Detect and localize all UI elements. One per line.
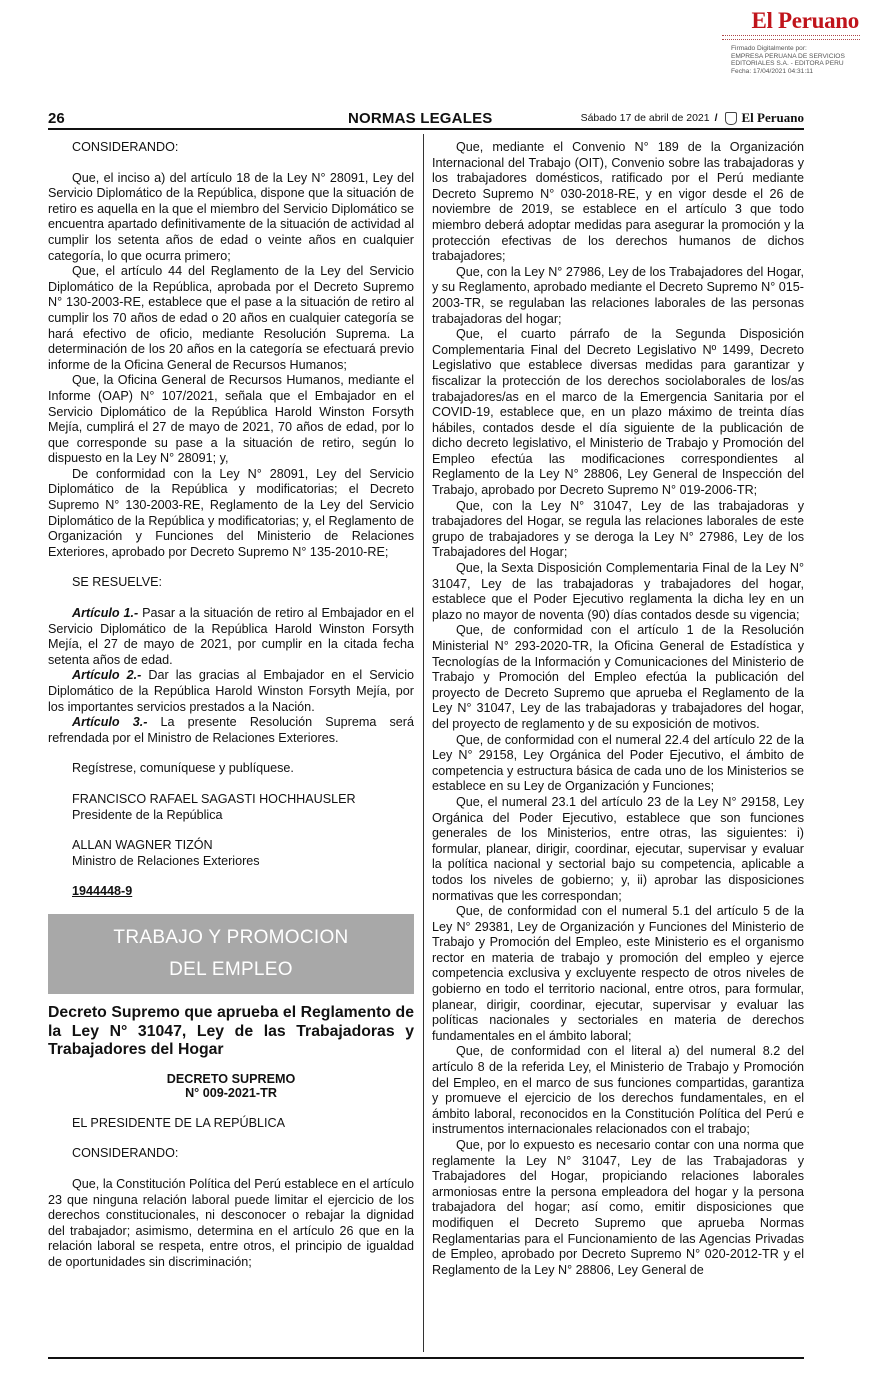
paragraph: Que, de conformidad con el literal a) del numeral 8.2 del artículo 8 de la referida Ley, el Ministerio de Trabajo y Promoción del Empleo, en el marco de sus funciones compartidas, garantiza y promueve el ejercicio de los derechos fundamentales, en el ámbito laboral, reconocidos en la Constitución Política del Perú e instrumentos internacionales relacionados con el trabajo; [432,1044,804,1137]
article-label: Artículo 2.- [72,668,142,683]
paragraph: Que, mediante el Convenio N° 189 de la Organización Internacional del Trabajo (OIT), Convenio sobre las trabajadoras y los trabajadores domésticos, ratificado por el Perú mediante Decreto Supremo N° 030-2018-RE, y en vigor desde el 26 de noviembre de 2019, se establece en el artículo 3 que todo miembro deberá adoptar medidas para asegurar la promoción y la protección efectivas de los derechos humanos de dichos trabajadores; [432,140,804,264]
header-separator: / [714,112,718,124]
paragraph: Que, la Sexta Disposición Complementaria Final de la Ley N° 31047, Ley de las trabajadoras y trabajadores del hogar, establece que el Poder Ejecutivo reglamenta la dicha ley en un plazo no mayor de noventa (90) días contados desde su vigencia; [432,561,804,622]
decree-heading [48,1072,414,1101]
masthead [700,8,865,42]
paragraph: Que, de conformidad con el numeral 22.4 del artículo 22 de la Ley N° 29158, Ley Orgánica del Poder Ejecutivo, el ámbito de competencia y estructura básica de cada uno de los Ministerios se establece en su Ley de Organización y Funciones; [432,732,804,794]
article-3 [48,715,414,746]
signer-name: FRANCISCO RAFAEL SAGASTI HOCHHAUSLER [72,791,356,806]
header-date-brand [581,110,804,126]
paragraph: Que, el artículo 44 del Reglamento de la Ley del Servicio Diplomático de la República, aprobada por el Decreto Supremo N° 130-2003-RE, establece que el pase a la situación de retiro al cumplir los 70 años de edad o 20 años en cualquier categoría se hará efectivo de oficio, mediante Resolución Suprema. La determinación de los 20 años en la categoría se efectuará previo informe de la Oficina General de Recursos Humanos; [48,264,414,372]
header-rule [48,128,804,130]
running-header [48,107,804,129]
article-2 [48,668,414,715]
signature-line: EDITORIALES S.A. - EDITORA PERU [731,60,844,68]
article-text: Pasar a la situación de retiro al Embajador en el Servicio Diplomático de la República Harold Winston Forsyth Mejía, el 27 de mayo de 2021, por cumplir en la citada fecha setenta años de edad. [48,606,414,667]
paragraph: Que, el inciso a) del artículo 18 de la Ley N° 28091, Ley del Servicio Diplomático de la República, dispone que la situación de retiro es aquella en la que el miembro del Servicio Diplomático se encuentra apartado definitivamente de la situación de actividad al cumplir los setenta años de edad o veinte años en cualquier categoría, lo que ocurra primero; [48,170,414,263]
article-label: Artículo 3.- [72,715,148,730]
paragraph: Que, por lo expuesto es necesario contar con una norma que reglamente la Ley N° 31047, Ley de las Trabajadoras y Trabajadores del Hogar, propiciando relaciones laborales armoniosas entre la persona empleadora del hogar y la persona trabajadora del hogar; así como, emitir disposiciones que modifiquen el Decreto Supremo que aprueba Normas Reglamentarias para el Funcionamiento de las Agencias Privadas de Empleo, aprobado por Decreto Supremo N° 020-2012-TR y el Reglamento de la Ley N° 28806, Ley General de [432,1138,804,1277]
header-date: Sábado 17 de abril de 2021 [580,112,710,124]
article-text: La presente Resolución Suprema será refrendada por el Ministro de Relaciones Exteriores. [48,715,414,745]
left-column [48,140,414,1270]
considerando-heading: CONSIDERANDO: [72,140,179,154]
decree-title: Decreto Supremo que aprueba el Reglamento de la Ley N° 31047, Ley de las Trabajadoras y Trabajadores del Hogar [48,1003,414,1059]
signature-line: EMPRESA PERUANA DE SERVICIOS [731,52,845,60]
right-column [432,140,804,1278]
paragraph: Que, con la Ley N° 31047, Ley de las trabajadoras y trabajadores del Hogar, se regula las relaciones laborales de este grupo de trabajadores y se deroga la Ley N° 27986, Ley de los Trabajadores del Hogar; [432,498,804,560]
section-banner-line: DEL EMPLEO [169,958,293,980]
page-number: 26 [48,110,65,127]
digital-signature [731,45,866,75]
considerando-heading: CONSIDERANDO: [72,1146,179,1161]
paragraph: Que, el numeral 23.1 del artículo 23 de la Ley N° 29158, Ley Orgánica del Poder Ejecutivo, establece que son funciones generales de los Ministerios, entre otras, las siguientes: i) formular, planear, dirigir, coordinar, ejecutar, supervisar y evaluar la política nacional y sectorial bajo su competencia, aplicable a todos los niveles de gobierno; y, ii) aprobar las disposiciones normativas que les correspondan; [432,794,804,903]
paragraph: Que, de conformidad con el artículo 1 de la Resolución Ministerial N° 293-2020-TR, la Oficina General de Estadística y Tecnologías de la Información y Comunicaciones del Ministerio de Trabajo y Promoción del Empleo efectúa la publicación del proyecto de Decreto Supremo que aprueba el Reglamento de la Ley N° 31047, Ley de las trabajadoras y trabajadores del hogar, del proyecto de reglamento y de su exposición de motivos. [432,623,804,731]
column-divider [423,134,424,1352]
closing-formula: Regístrese, comuníquese y publíquese. [72,761,294,776]
footer-rule [48,1357,804,1359]
coat-of-arms-icon [723,111,737,125]
decree-number: N° 009-2021-TR [185,1086,277,1101]
paragraph: Que, de conformidad con el numeral 5.1 del artículo 5 de la Ley N° 29381, Ley de Organización y Funciones del Ministerio de Trabajo y Promoción del Empleo, este Ministerio es el organismo rector en materia de trabajo y promoción del empleo y ejerce competencia exclusiva y excluyente respecto de otros niveles de gobierno en todo el territorio nacional, entre otros, para formular, planear, dirigir, coordinar, ejecutar, supervisar y evaluar las políticas nacionales y sectoriales en materia de derechos fundamentales en el ámbito laboral; [432,904,804,1043]
president-heading: EL PRESIDENTE DE LA REPÚBLICA [72,1115,285,1130]
signer-role: Presidente de la República [72,807,223,822]
signature-line: Firmado Digitalmente por: [731,45,807,52]
signature-line: Fecha: 17/04/2021 04:31:11 [731,67,813,75]
section-banner-line: TRABAJO Y PROMOCION [113,926,349,948]
el-peruano-logo: El Peruano [751,8,859,33]
section-banner [48,914,414,994]
decree-type: DECRETO SUPREMO [166,1071,296,1086]
document-code [48,884,414,900]
logo-underline [722,35,860,40]
paragraph: Que, la Oficina General de Recursos Humanos, mediante el Informe (OAP) N° 107/2021, señala que el Embajador en el Servicio Diplomático de la República Harold Winston Forsyth Mejía, cumplirá el 27 de mayo de 2021, 70 años de edad, por lo que corresponde su pase a la situación de retiro, según lo dispuesto en la Ley N° 28091; y, [48,373,414,466]
article-1 [48,606,414,668]
header-brand: El Peruano [741,110,804,125]
paragraph: Que, con la Ley N° 27986, Ley de los Trabajadores del Hogar, y su Reglamento, aprobado mediante el Decreto Supremo N° 015-2003-TR, se regulaban las relaciones laborales de las personas trabajadoras del hogar; [432,264,804,326]
article-label: Artículo 1.- [72,606,139,621]
se-resuelve-heading: SE RESUELVE: [72,575,163,590]
section-name: NORMAS LEGALES [348,110,493,127]
paragraph: Que, la Constitución Política del Perú establece en el artículo 23 que ninguna relación laboral puede limitar el ejercicio de los derechos constitucionales, ni desconocer o rebajar la dignidad del trabajador; asimismo, determina en el artículo 26 que en la relación laboral se respeta, entre otros, el principio de igualdad de oportunidades sin discriminación; [48,1176,414,1269]
paragraph: Que, el cuarto párrafo de la Segunda Disposición Complementaria Final del Decreto Legislativo Nº 1499, Decreto Legislativo que establece diversas medidas para garantizar y fiscalizar la protección de los derechos sociolaborales de los/as trabajadores/as en el marco de la Emergencia Sanitaria por el COVID-19, establece que, en un plazo máximo de treinta días hábiles, contados desde el día siguiente de la publicación de dicho decreto legislativo, el Ministerio de Trabajo y Promoción del Empleo efectúa las modificaciones correspondientes al Reglamento de la Ley N° 28806, Ley General de Inspección del Trabajo, aprobado por Decreto Supremo N° 019-2006-TR; [432,327,804,498]
paragraph: De conformidad con la Ley N° 28091, Ley del Servicio Diplomático de la República y modificatorias; el Decreto Supremo N° 130-2003-RE, Reglamento de la Ley del Servicio Diplomático de la República y modificatorias; y, el Reglamento de Organización y Funciones del Ministerio de Relaciones Exteriores, aprobado por Decreto Supremo N° 135-2010-RE; [48,466,414,559]
signer-name: ALLAN WAGNER TIZÓN [72,838,213,853]
article-text: Dar las gracias al Embajador en el Servicio Diplomático de la República Harold Winston Forsyth Mejía, por los importantes servicios prestados a la Nación. [48,668,414,714]
code-text: 1944448-9 [72,884,133,899]
signer-role: Ministro de Relaciones Exteriores [72,853,260,868]
